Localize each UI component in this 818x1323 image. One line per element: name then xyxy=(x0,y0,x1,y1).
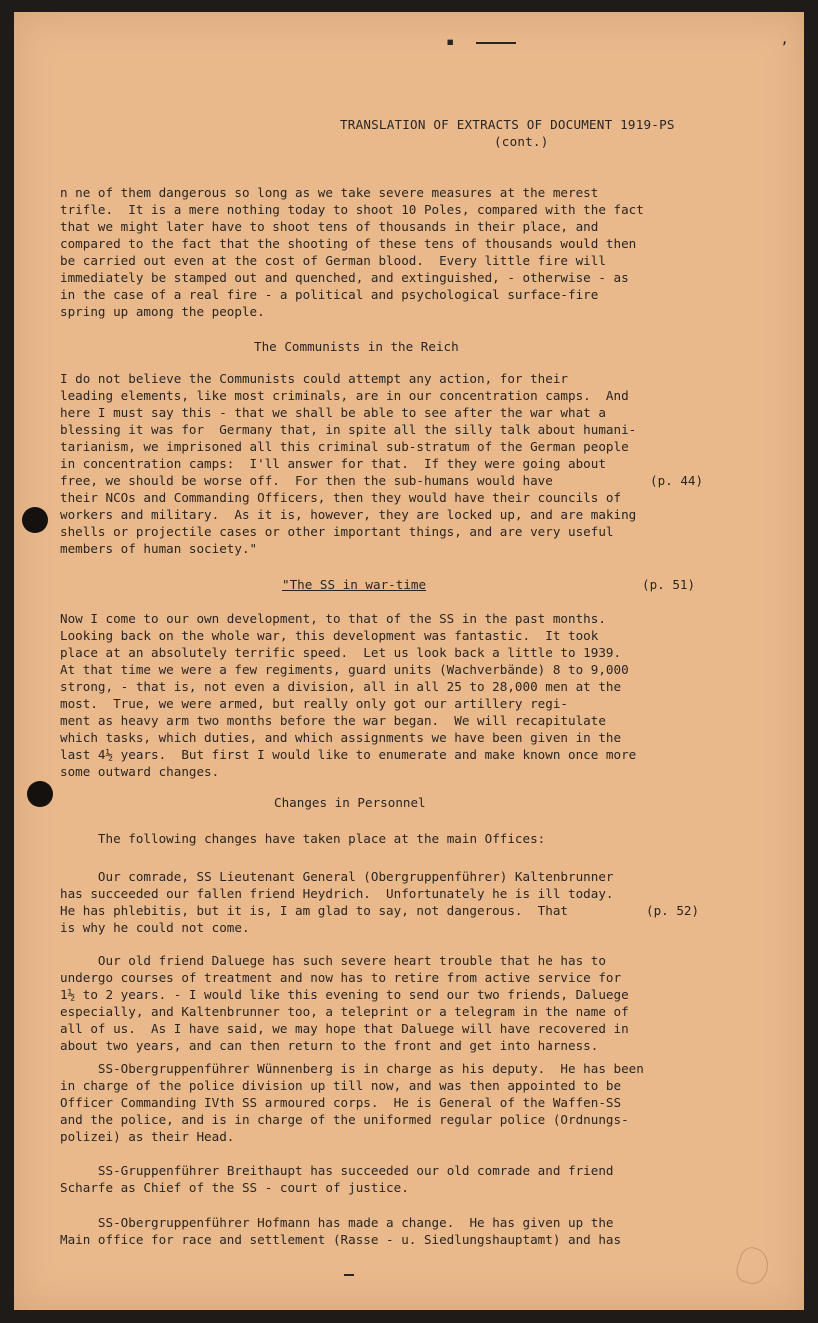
paragraph-4: The following changes have taken place at the main Offices: xyxy=(60,831,546,846)
paragraph-7: SS-Obergruppenführer Wünnenberg is in charge as his deputy. He has been in charge of the police division up till now, and was then appointed to be Officer Commanding IVth SS armoured corps. He is General of the Waffen-SS and the police, and is in charge of the uniformed regular police (Ordnungs- polizei) as their Head. xyxy=(60,1061,644,1144)
paragraph-8: SS-Gruppenführer Breithaupt has succeeded our old comrade and friend Scharfe as Chief of the SS - court of justice. xyxy=(60,1163,614,1195)
ink-mark: ▪ xyxy=(446,34,455,50)
document-page xyxy=(14,12,804,1310)
page-reference: (p. 51) xyxy=(642,577,696,592)
section-heading-communists: The Communists in the Reich xyxy=(254,339,459,354)
page-reference: (p. 52) xyxy=(646,903,700,918)
document-subtitle: (cont.) xyxy=(494,134,549,149)
paragraph-2: I do not believe the Communists could attempt any action, for their leading elements, like most criminals, are in our concentration camps. And here I must say this - that we shall be able to see after the war what a blessing it was for Germany that, in spite all the silly talk about humani- tarianism, we imprisoned all this criminal sub-stratum of the German people in concentration camps: I'll answer for that. If they were going about free, we should be worse off. For then the sub-humans would have their NCOs and Commanding Officers, then they would have their councils of workers and military. As it is, however, they are locked up, and are making shells or projectile cases or other important things, and are very useful members of human society." xyxy=(60,371,637,556)
ink-mark xyxy=(344,1274,354,1276)
section-heading-personnel: Changes in Personnel xyxy=(274,795,426,810)
paragraph-6: Our old friend Daluege has such severe heart trouble that he has to undergo courses of treatment and now has to retire from active service for 1½ to 2 years. - I would like this evening to send our two friends, Daluege especially, and Kaltenbrunner too, a teleprint or a telegram in the name of all of us. As I have said, we may hope that Daluege will have recovered in about two years, and can then return to the front and get into harness. xyxy=(60,953,629,1053)
document-title: TRANSLATION OF EXTRACTS OF DOCUMENT 1919-PS xyxy=(340,117,675,132)
page-reference: (p. 44) xyxy=(650,473,704,488)
ink-mark: ʼ xyxy=(780,40,789,56)
section-heading-ss-war-time: "The SS in war-time xyxy=(282,577,427,592)
paragraph-3: Now I come to our own development, to that of the SS in the past months. Looking back on the whole war, this development was fantastic. It took place at an absolutely terrific speed. Let us look back a little to 1939. At that time we were a few regiments, guard units (Wachverbände) 8 to 9,000 strong, - that is, not even a division, all in all 25 to 28,000 men at the most. True, we were armed, but really only got our artillery regi- ment as heavy arm two months before the war began. We will recapitulate which tasks, which duties, and which assignments we have been given in the last 4½ years. But first I would like to enumerate and make known once more some outward changes. xyxy=(60,611,637,779)
document-heading xyxy=(340,116,740,150)
ink-mark xyxy=(476,42,516,44)
paragraph-1: n ne of them dangerous so long as we take severe measures at the merest trifle. It is a mere nothing today to shoot 10 Poles, compared with the fact that we might later have to shoot tens of thousands in their place, and compared to the fact that the shooting of these tens of thousands would then be carried out even at the cost of German blood. Every little fire will immediately be stamped out and quenched, and extinguished, - otherwise - as in the case of a real fire - a political and psychological surface-fire spring up among the people. xyxy=(60,185,644,319)
pencil-scribble xyxy=(733,1244,773,1288)
paragraph-5: Our comrade, SS Lieutenant General (Obergruppenführer) Kaltenbrunner has succeeded our fallen friend Heydrich. Unfortunately he is ill today. He has phlebitis, but it is, I am glad to say, not dangerous. That is why he could not come. xyxy=(60,869,614,935)
paragraph-9: SS-Obergruppenführer Hofmann has made a change. He has given up the Main office for race and settlement (Rasse - u. Siedlungshauptamt) and has xyxy=(60,1215,622,1247)
